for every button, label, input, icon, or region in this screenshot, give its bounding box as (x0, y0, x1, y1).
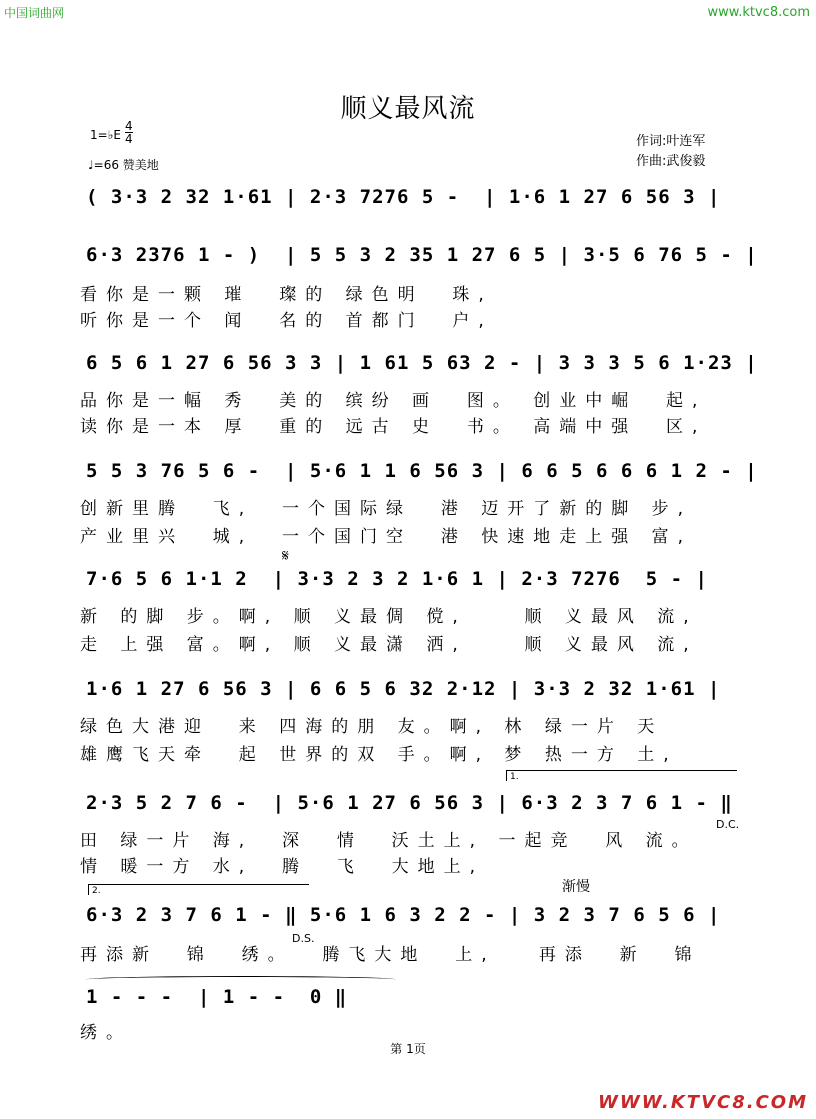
site-watermark-left: 中国词曲网 (4, 6, 65, 20)
notation-row-4 (78, 454, 758, 486)
notation-text: 7·6 5 6 1·1 2 | 3·3 2 3 2 1·6 1 | 2·3 7276 5 - | (86, 568, 708, 590)
notation-row-8 (78, 898, 738, 930)
page-number: 第 1页 (390, 1042, 426, 1056)
lyric-line: 绣。 (80, 1023, 132, 1043)
lyric-line: 新 的脚 步。啊, 顺 义最倜 傥, 顺 义最风 流, (80, 607, 698, 627)
lyric-line: 走 上强 富。啊, 顺 义最潇 洒, 顺 义最风 流, (80, 635, 698, 655)
notation-text: 6·3 2 3 7 6 1 - ‖ 5·6 1 6 3 2 2 - | 3 2 3 7 6 5 6 | (86, 904, 721, 926)
volta-second-ending: 2. (88, 884, 309, 895)
segno-mark: 𝄋 (282, 546, 289, 565)
site-watermark-right[interactable]: www.ktvc8.com (707, 5, 810, 20)
lyric-line: 绿色大港迎 来 四海的朋 友。啊, 林 绿一片 天 (80, 717, 664, 737)
lyric-line: 看你是一颗 璀 璨的 绿色明 珠, (80, 285, 493, 305)
volta-first-ending: 1. (506, 770, 737, 781)
notation-row-7 (78, 786, 738, 818)
notation-text: 6 5 6 1 27 6 56 3 3 | 1 61 5 63 2 - | 3 3 3 5 6 1·23 | (86, 352, 758, 374)
lyric-line: 再添新 锦 绣。 腾飞大地 上, 再添 新 锦 (80, 945, 701, 965)
ds-marking: D.S. (292, 932, 315, 945)
lyric-line: 情 暖一方 水, 腾 飞 大地上, (80, 857, 485, 877)
notation-text: 1 - - - | 1 - - 0 ‖ (86, 986, 348, 1008)
song-title: 顺义最风流 (340, 94, 476, 124)
tempo-marking: ♩=66 赞美地 (88, 158, 159, 172)
notation-row-6 (78, 672, 738, 704)
lyric-line: 雄鹰飞天牵 起 世界的双 手。啊, 梦 热一方 土, (80, 745, 678, 765)
notation-row-3 (78, 346, 758, 378)
lyric-line: 创新里腾 飞, 一个国际绿 港 迈开了新的脚 步, (80, 499, 693, 519)
notation-text: 6·3 2376 1 - ) | 5 5 3 2 35 1 27 6 5 | 3·5 6 76 5 - | (86, 244, 758, 266)
lyric-line: 品你是一幅 秀 美的 缤纷 画 图。 创业中崛 起, (80, 391, 707, 411)
lyric-line: 产业里兴 城, 一个国门空 港 快速地走上强 富, (80, 527, 693, 547)
dc-marking: D.C. (716, 818, 740, 831)
composer-credit: 作曲:武俊毅 (636, 154, 706, 169)
notation-row-9 (78, 980, 738, 1012)
site-logo: WWW.KTVC8.COM (598, 1092, 808, 1113)
lyric-line: 听你是一个 闻 名的 首都门 户, (80, 311, 493, 331)
ritardando-marking: 渐慢 (562, 879, 590, 895)
lyric-line: 读你是一本 厚 重的 远古 史 书。 高端中强 区, (80, 417, 707, 437)
notation-row-2 (78, 238, 758, 270)
notation-text: 5 5 3 76 5 6 - | 5·6 1 1 6 56 3 | 6 6 5 6 6 6 1 2 - | (86, 460, 758, 482)
key-signature: 1=♭E (90, 128, 121, 142)
notation-text: ( 3·3 2 32 1·61 | 2·3 7276 5 - | 1·6 1 27 6 56 3 | (86, 186, 721, 208)
lyric-line: 田 绿一片 海, 深 情 沃土上, 一起竞 风 流。 (80, 831, 698, 851)
notation-text: 1·6 1 27 6 56 3 | 6 6 5 6 32 2·12 | 3·3 2 32 1·61 | (86, 678, 721, 700)
time-signature: 4 4 (125, 119, 133, 146)
notation-text: 2·3 5 2 7 6 - | 5·6 1 27 6 56 3 | 6·3 2 3 7 6 1 - ‖ (86, 792, 733, 814)
notation-row-5 (78, 562, 738, 594)
notation-row-1 (78, 180, 738, 212)
lyricist-credit: 作词:叶连军 (636, 134, 706, 149)
